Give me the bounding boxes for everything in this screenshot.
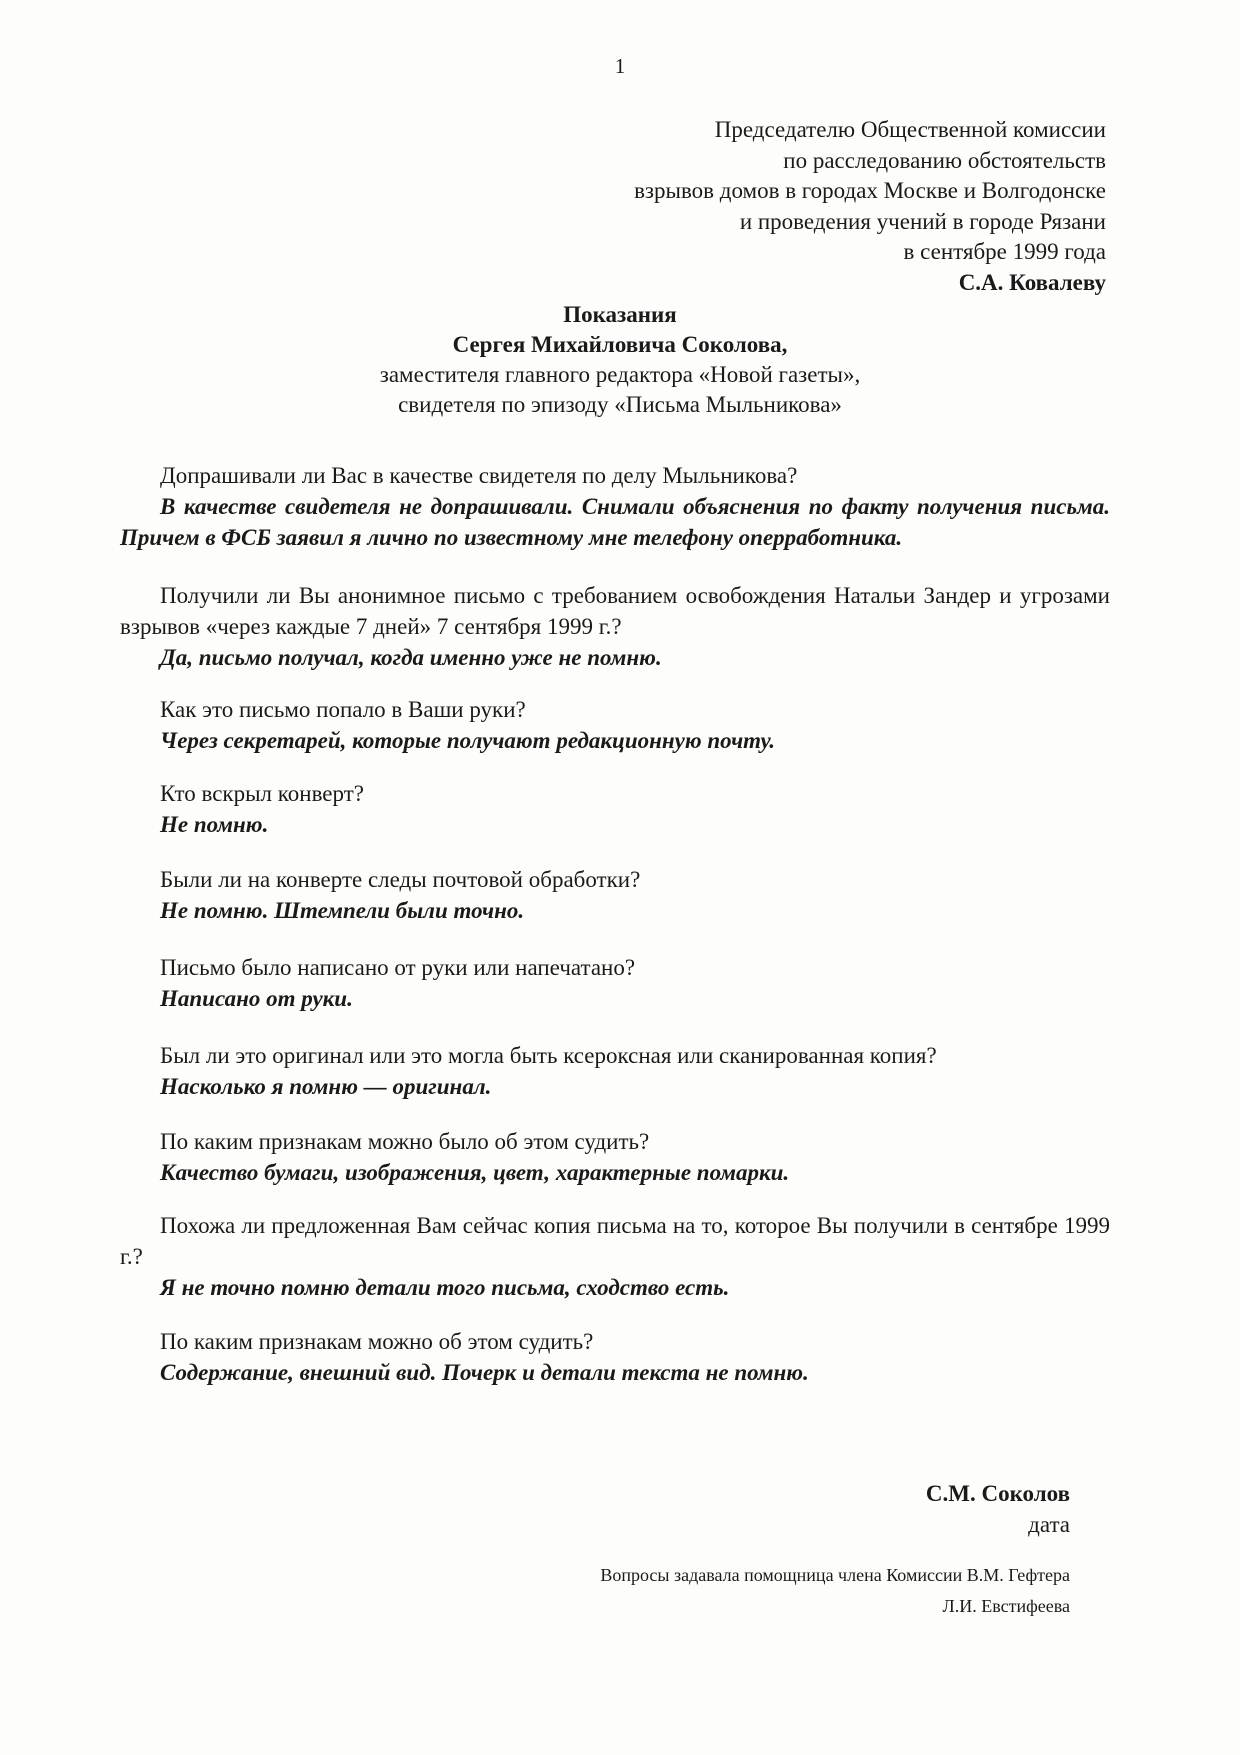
qa-item xyxy=(160,1126,1110,1188)
addressee-line: и проведения учений в городе Рязани xyxy=(739,208,1106,234)
witness-episode: свидетеля по эпизоду «Письма Мыльникова» xyxy=(398,392,842,417)
addressee-line: в сентябре 1999 года xyxy=(903,239,1106,264)
question: Получили ли Вы анонимное письмо с требованием освобождения Натальи Зандер и угрозами взрывов «через каждые 7 дней» 7 сентября 1999 г.? xyxy=(120,583,1110,639)
qa-item xyxy=(160,1326,1110,1388)
document-title: Показания xyxy=(563,302,677,327)
footer-line: Вопросы задавала помощница члена Комиссии В.М. Гефтера xyxy=(600,1565,1070,1585)
answer: Содержание, внешний вид. Почерк и детали текста не помню. xyxy=(160,1360,809,1385)
question: Был ли это оригинал или это могла быть ксероксная или сканированная копия? xyxy=(160,1043,937,1068)
page-number: 1 xyxy=(614,54,626,78)
question: Были ли на конверте следы почтовой обработки? xyxy=(160,867,641,892)
footer-line: Л.И. Евстифеева xyxy=(942,1596,1070,1616)
qa-item xyxy=(160,1040,1110,1102)
answer: Написано от руки. xyxy=(160,986,353,1011)
question: По каким признакам можно было об этом судить? xyxy=(160,1129,650,1154)
answer: Да, письмо получал, когда именно уже не помню. xyxy=(160,645,662,670)
signature-block xyxy=(926,1478,1070,1540)
qa-item xyxy=(120,580,1110,673)
question: Как это письмо попало в Ваши руки? xyxy=(160,697,526,722)
question: Допрашивали ли Вас в качестве свидетеля по делу Мыльникова? xyxy=(160,463,798,488)
answer: Через секретарей, которые получают редакционную почту. xyxy=(160,728,775,753)
answer: Я не точно помню детали того письма, сходство есть. xyxy=(160,1275,730,1300)
witness-name: Сергея Михайловича Соколова, xyxy=(452,332,788,357)
answer: Качество бумаги, изображения, цвет, характерные помарки. xyxy=(160,1160,790,1185)
question: Похожа ли предложенная Вам сейчас копия письма на то, которое Вы получили в сентябре 1999 г.? xyxy=(120,1213,1110,1269)
qa-item xyxy=(160,952,1110,1014)
qa-item xyxy=(120,460,1110,553)
question: Кто вскрыл конверт? xyxy=(160,781,364,806)
answer: В качестве свидетеля не допрашивали. Снимали объяснения по факту получения письма. Причем в ФСБ заявил я лично по известному мне телефону оперработника. xyxy=(120,494,1110,550)
answer: Насколько я помню — оригинал. xyxy=(160,1074,492,1099)
addressee-line: Председателю Общественной комиссии xyxy=(714,117,1106,142)
qa-item xyxy=(160,694,1110,756)
qa-item xyxy=(160,778,1110,840)
addressee-name: С.А. Ковалеву xyxy=(958,269,1106,295)
answer: Не помню. Штемпели были точно. xyxy=(160,898,525,923)
question: По каким признакам можно об этом судить? xyxy=(160,1329,594,1354)
witness-position: заместителя главного редактора «Новой газеты», xyxy=(379,362,861,387)
qa-item xyxy=(160,864,1110,926)
signature-name: С.М. Соколов xyxy=(925,1481,1070,1506)
addressee-block xyxy=(634,115,1106,298)
addressee-line: взрывов домов в городах Москве и Волгодонске xyxy=(634,178,1106,203)
question: Письмо было написано от руки или напечатано? xyxy=(160,955,636,980)
document-heading xyxy=(0,300,1240,420)
addressee-line: по расследованию обстоятельств xyxy=(783,147,1106,173)
footer-note xyxy=(600,1560,1070,1622)
qa-item xyxy=(120,1210,1110,1303)
answer: Не помню. xyxy=(160,812,269,837)
signature-date-label: дата xyxy=(1028,1512,1070,1537)
